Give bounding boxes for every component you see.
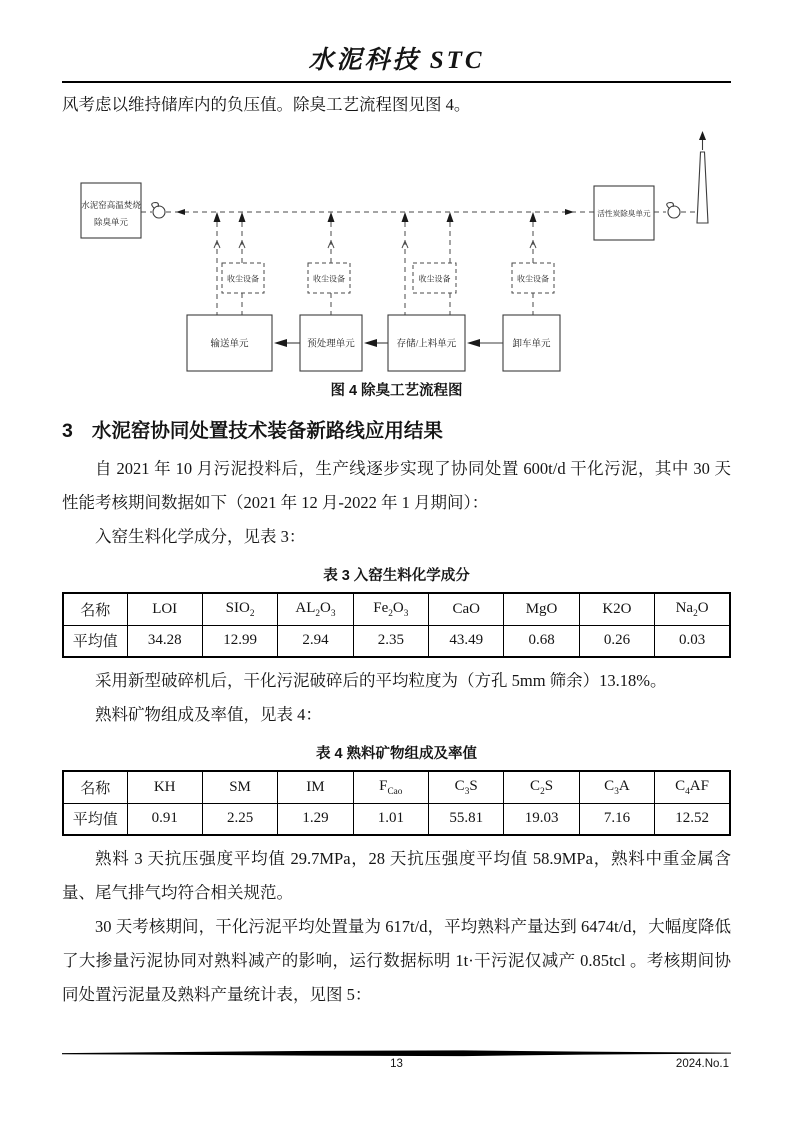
- left-arrow-icon: [274, 339, 287, 347]
- table-value-cell: 43.49: [429, 625, 504, 657]
- flow-arrow-left-icon: [176, 209, 185, 215]
- pretreatment-unit-label: 预处理单元: [307, 339, 355, 350]
- table-header-cell: $C_3A$: [579, 771, 654, 803]
- up-arrow-icon: [214, 212, 221, 222]
- table-header-cell: KH: [127, 771, 202, 803]
- table-header-cell: $Fe_2O_3$: [353, 593, 428, 625]
- fan-icon: [668, 206, 680, 218]
- up-arrow-icon: [239, 212, 246, 222]
- table-value-cell: 平均值: [63, 625, 127, 657]
- dust-collector-label: 收尘设备: [418, 274, 451, 284]
- paragraph-7: 30 天考核期间，干化污泥平均处置量为 617t/d，平均熟料产量达到 6474t/d，大幅度降低了大掺量污泥协同对熟料减产的影响，运行数据标明 1t·干污泥仅减产 0.85tcl 。考核期间协同处置污泥量及熟料产量统计表，见图 5：: [62, 917, 731, 1004]
- table-value-cell: 2.94: [278, 625, 353, 657]
- unloading-unit-label: 卸车单元: [512, 339, 551, 350]
- table4-caption: 表 4 熟料矿物组成及率值: [315, 746, 478, 762]
- flow-arrow-right-icon: [565, 209, 574, 215]
- table-value-cell: 34.28: [127, 625, 202, 657]
- up-arrow-icon: [402, 212, 409, 222]
- up-arrow-icon: [530, 212, 537, 222]
- journal-title: 水泥科技 STC: [308, 47, 485, 74]
- table-value-cell: 0.68: [504, 625, 579, 657]
- table-header-cell: IM: [278, 771, 353, 803]
- table-value-cell: 2.35: [353, 625, 428, 657]
- paragraph-6: 熟料 3 天抗压强度平均值 29.7MPa，28 天抗压强度平均值 58.9MPa，熟料中重金属含量、尾气排气均符合相关规范。: [62, 849, 731, 902]
- figure4-diagram: [60, 125, 733, 377]
- section-number: 3: [62, 420, 73, 442]
- issue-number: 2024.No.1: [675, 1058, 729, 1070]
- up-arrow-icon: [447, 212, 454, 222]
- kiln-unit-label-line1: 水泥窑高温焚烧: [81, 200, 141, 210]
- table-value-cell: 1.29: [278, 803, 353, 835]
- table-header-cell: CaO: [429, 593, 504, 625]
- table3: [62, 592, 731, 658]
- table4: [62, 770, 731, 836]
- carbon-unit-label: 活性炭除臭单元: [597, 209, 651, 218]
- table-value-cell: 19.03: [504, 803, 579, 835]
- table-value-cell: 55.81: [429, 803, 504, 835]
- page-content: [0, 88, 793, 1012]
- dust-collector-label: 收尘设备: [517, 274, 549, 284]
- table-value-cell: 1.01: [353, 803, 428, 835]
- table-header-cell: 名称: [63, 593, 127, 625]
- figure4-caption: 图 4 除臭工艺流程图: [330, 383, 463, 399]
- header-divider: [62, 81, 731, 83]
- table-value-cell: 12.52: [655, 803, 730, 835]
- figure4: [62, 125, 731, 377]
- conveying-unit-label: 输送单元: [210, 339, 249, 350]
- table-header-cell: $AL_2O_3$: [278, 593, 353, 625]
- table-value-cell: 0.91: [127, 803, 202, 835]
- table-header-cell: SM: [202, 771, 277, 803]
- kiln-unit-label-line2: 除臭单元: [93, 217, 129, 227]
- page-header: [0, 0, 793, 83]
- page-number: 13: [390, 1058, 403, 1070]
- table-header-cell: LOI: [127, 593, 202, 625]
- table-header-cell: $Na_2O$: [655, 593, 730, 625]
- table-header-cell: $C_4AF$: [655, 771, 730, 803]
- section-title: 水泥窑协同处置技术装备新路线应用结果: [91, 420, 443, 442]
- table3-caption: 表 3 入窑生料化学成分: [323, 568, 470, 584]
- paragraph-2: 自 2021 年 10 月污泥投料后，生产线逐步实现了协同处置 600t/d 干化污泥，其中 30 天性能考核期间数据如下（2021 年 12 月-2022 年 1 月期间）：: [62, 459, 731, 512]
- table-value-cell: 0.26: [579, 625, 654, 657]
- paragraph-3: 入窑生料化学成分，见表 3：: [95, 527, 306, 546]
- kiln-unit-box: [81, 183, 141, 238]
- table-header-cell: $C_3S$: [429, 771, 504, 803]
- dust-collector-label: 收尘设备: [227, 274, 259, 284]
- paragraph-4: 采用新型破碎机后，干化污泥破碎后的平均粒度为（方孔 5mm 筛余）13.18%。: [95, 671, 667, 690]
- exhaust-arrow-icon: [699, 131, 706, 140]
- left-arrow-icon: [364, 339, 377, 347]
- table-header-cell: $SIO_2$: [202, 593, 277, 625]
- table-header-cell: K2O: [579, 593, 654, 625]
- footer-divider: [62, 1050, 731, 1057]
- page-footer: [62, 1050, 731, 1076]
- table-header-cell: 名称: [63, 771, 127, 803]
- storage-unit-label: 存储/上料单元: [396, 339, 457, 350]
- table-value-cell: 0.03: [655, 625, 730, 657]
- table-value-cell: 12.99: [202, 625, 277, 657]
- stack-chimney: [697, 152, 708, 223]
- table-header-cell: $C_2S$: [504, 771, 579, 803]
- table-header-cell: MgO: [504, 593, 579, 625]
- table-header-cell: $F_{Cao}$: [353, 771, 428, 803]
- up-arrow-icon: [328, 212, 335, 222]
- fan-icon: [153, 206, 165, 218]
- table-value-cell: 2.25: [202, 803, 277, 835]
- paragraph-intro: 风考虑以维持储库内的负压值。除臭工艺流程图见图 4。: [62, 95, 471, 114]
- paragraph-5: 熟料矿物组成及率值，见表 4：: [95, 705, 322, 724]
- section3-heading: [62, 415, 731, 443]
- table-value-cell: 7.16: [579, 803, 654, 835]
- dust-collector-label: 收尘设备: [313, 274, 345, 284]
- table-value-cell: 平均值: [63, 803, 127, 835]
- left-arrow-icon: [467, 339, 480, 347]
